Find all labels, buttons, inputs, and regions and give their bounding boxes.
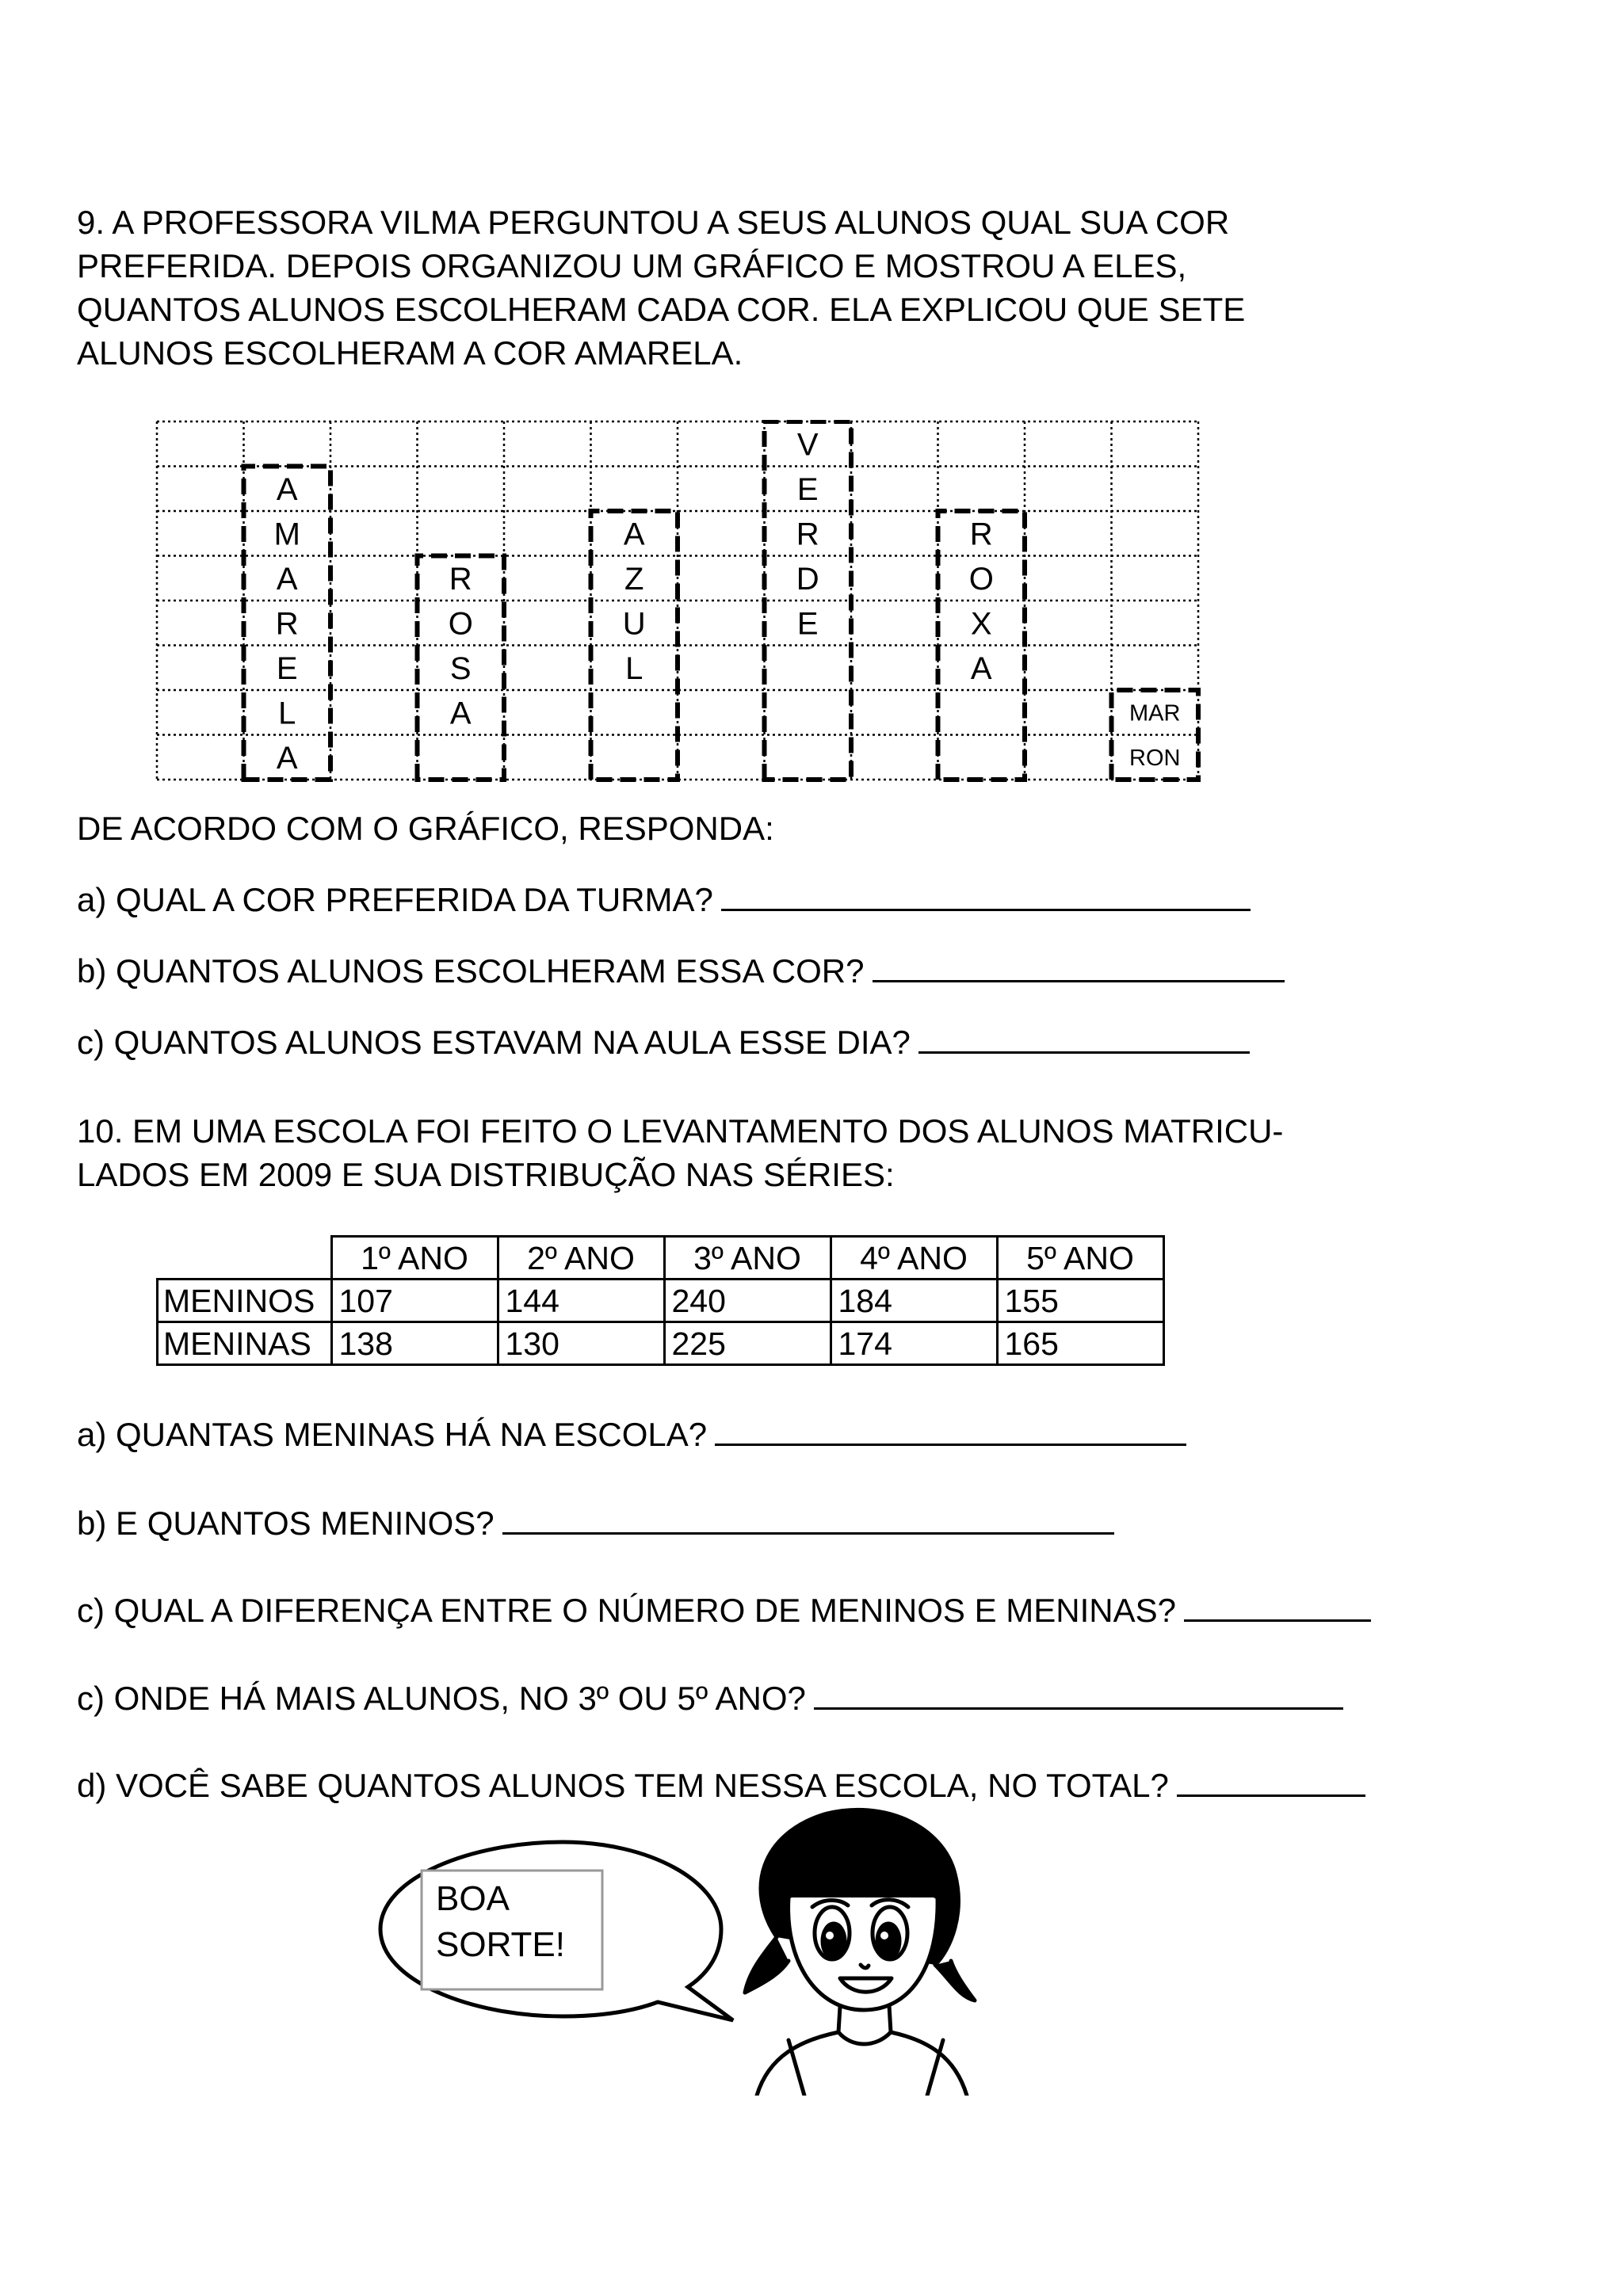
bar-letter: O	[968, 561, 994, 597]
header-cell: 3º ANO	[664, 1237, 831, 1280]
bar-letter: A	[276, 561, 298, 597]
pictograph-chart	[155, 420, 1209, 788]
table-cell: 184	[831, 1280, 997, 1322]
q9-item-b	[77, 951, 1285, 992]
table-cell: 138	[331, 1322, 498, 1365]
table-row	[158, 1322, 1164, 1365]
bar-letter: X	[970, 606, 992, 642]
q10-c2-answer-line[interactable]	[814, 1680, 1343, 1710]
header-cell: 5º ANO	[997, 1237, 1163, 1280]
q9-item-a	[77, 879, 1251, 921]
q9-b-answer-line[interactable]	[873, 953, 1285, 982]
bar-letter: R	[796, 517, 819, 552]
bar-letter: RON	[1129, 745, 1181, 771]
row-label: MENINOS	[158, 1280, 332, 1322]
table-header-row	[158, 1237, 1164, 1280]
q10-statement: 10. EM UMA ESCOLA FOI FEITO O LEVANTAMENTO DOS ALUNOS MATRICU- LADOS EM 2009 E SUA DISTRIBUÇÃO NAS SÉRIES:	[77, 1112, 1284, 1193]
q10-d-text: d) VOCÊ SABE QUANTOS ALUNOS TEM NESSA ESCOLA, NO TOTAL?	[77, 1767, 1169, 1804]
header-cell: 1º ANO	[331, 1237, 498, 1280]
bar-letter: L	[278, 696, 296, 731]
bar-letter: S	[449, 650, 472, 686]
row-label: MENINAS	[158, 1322, 332, 1365]
q10-item-d	[77, 1765, 1365, 1806]
bar-letter: E	[276, 650, 298, 686]
q10-c2-text: c) ONDE HÁ MAIS ALUNOS, NO 3º OU 5º ANO?	[77, 1680, 806, 1717]
q9-statement: 9. A PROFESSORA VILMA PERGUNTOU A SEUS ALUNOS QUAL SUA COR PREFERIDA. DEPOIS ORGANIZOU UM GRÁFICO E MOSTROU A ELES, QUANTOS ALUNOS ESCOLHERAM CADA COR. ELA EXPLICOU QUE SETE ALUNOS ESCOLHERAM A COR AMARELA.	[77, 204, 1246, 372]
header-cell: 4º ANO	[831, 1237, 997, 1280]
bar-letter: A	[276, 740, 298, 776]
table-cell: 107	[331, 1280, 498, 1322]
bar-letter: R	[969, 517, 993, 552]
table-row	[158, 1280, 1164, 1322]
q9-item-c	[77, 1022, 1250, 1063]
q10-c1-answer-line[interactable]	[1184, 1592, 1371, 1622]
bar-letter: M	[273, 517, 300, 552]
bubble-text: BOA SORTE!	[436, 1879, 566, 1964]
q9-c-answer-line[interactable]	[918, 1024, 1250, 1054]
bar-letter: E	[796, 471, 819, 507]
bar-letter: O	[448, 606, 473, 642]
q10-item-b	[77, 1503, 1114, 1544]
q10-item-c2	[77, 1678, 1343, 1719]
q9-instruction: DE ACORDO COM O GRÁFICO, RESPONDA:	[77, 810, 774, 847]
bar-letter: MAR	[1129, 700, 1181, 727]
bar-letter: Z	[624, 561, 644, 597]
table-cell: 144	[498, 1280, 664, 1322]
enrollment-table	[156, 1235, 1165, 1366]
q10-d-answer-line[interactable]	[1177, 1768, 1365, 1797]
table-cell: 174	[831, 1322, 997, 1365]
bar-letter: A	[970, 650, 992, 686]
q10-item-a	[77, 1414, 1186, 1455]
table-cell: 155	[997, 1280, 1163, 1322]
bar-letter: R	[275, 606, 299, 642]
table-cell: 165	[997, 1322, 1163, 1365]
q10-c1-text: c) QUAL A DIFERENÇA ENTRE O NÚMERO DE MENINOS E MENINAS?	[77, 1592, 1177, 1629]
cartoon-girl-illustration	[713, 1802, 999, 2096]
table-cell: 130	[498, 1322, 664, 1365]
table-corner	[158, 1237, 332, 1280]
bar-letter: R	[449, 561, 472, 597]
bar-letter: D	[796, 561, 819, 597]
table-cell: 225	[664, 1322, 831, 1365]
bar-letter: U	[622, 606, 646, 642]
bar-letter: L	[625, 650, 643, 686]
bar-letter: E	[796, 606, 819, 642]
q9-a-text: a) QUAL A COR PREFERIDA DA TURMA?	[77, 881, 713, 918]
bar-letter: A	[449, 696, 472, 731]
q9-a-answer-line[interactable]	[721, 882, 1251, 911]
table-cell: 240	[664, 1280, 831, 1322]
bar-letter: A	[623, 517, 645, 552]
q10-item-c1	[77, 1590, 1371, 1631]
q10-a-answer-line[interactable]	[715, 1417, 1186, 1446]
q9-b-text: b) QUANTOS ALUNOS ESCOLHERAM ESSA COR?	[77, 952, 865, 990]
q10-a-text: a) QUANTAS MENINAS HÁ NA ESCOLA?	[77, 1416, 708, 1453]
q10-b-answer-line[interactable]	[502, 1505, 1114, 1535]
bar-letter: A	[276, 471, 298, 507]
header-cell: 2º ANO	[498, 1237, 664, 1280]
bar-letter: V	[796, 427, 819, 463]
q9-c-text: c) QUANTOS ALUNOS ESTAVAM NA AULA ESSE DIA?	[77, 1024, 911, 1061]
q10-b-text: b) E QUANTOS MENINOS?	[77, 1505, 495, 1542]
